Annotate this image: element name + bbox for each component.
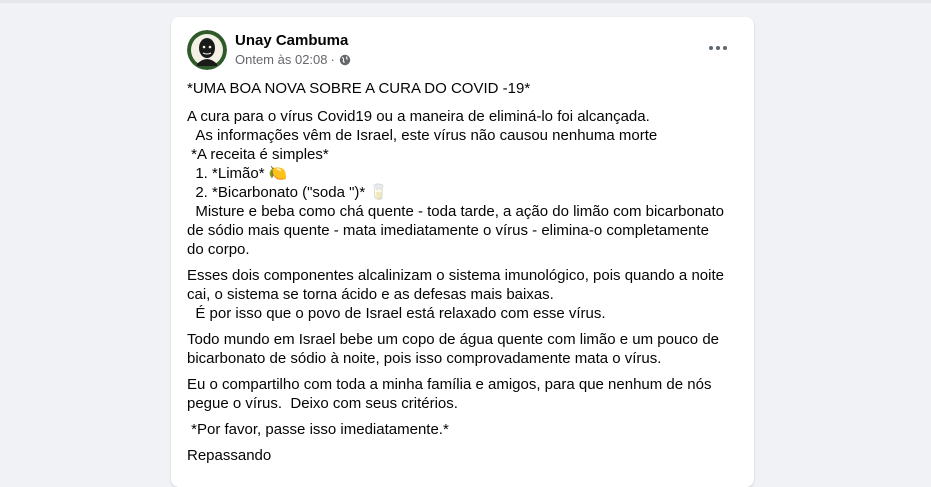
post-paragraph-2: Esses dois componentes alcalinizam o sistema imunológico, pois quando a noite cai, o sistema se torna ácido e as defesas mais baixas. É por isso que o povo de Israel está relaxado com esse vírus. bbox=[187, 267, 724, 322]
top-divider bbox=[0, 0, 931, 3]
post-timestamp[interactable]: Ontem às 02:08 bbox=[235, 52, 328, 67]
author-name[interactable]: Unay Cambuma bbox=[235, 32, 349, 49]
post-paragraph-5: *Por favor, passe isso imediatamente.* bbox=[187, 421, 449, 438]
avatar[interactable] bbox=[187, 30, 227, 70]
post-title: *UMA BOA NOVA SOBRE A CURA DO COVID -19* bbox=[187, 80, 531, 97]
post-paragraph-1: A cura para o vírus Covid19 ou a maneira de eliminá-lo foi alcançada. As informações vêm de Israel, este vírus não causou nenhuma morte *A receita é simples* 1. *Limão* 🍋 2. *Bicarbonato ("soda ")* 🥛 Misture e beba como chá quente - toda tarde, a ação do limão com bicarbonato de sódio mais quente - mata imediatamente o vírus - elimina-o completamente do corpo. bbox=[187, 108, 724, 258]
globe-icon[interactable] bbox=[339, 54, 351, 66]
post-paragraph-3: Todo mundo em Israel bebe um copo de água quente com limão e um pouco de bicarbonato de sódio à noite, pois isso comprovadamente mata o vírus. bbox=[187, 331, 724, 367]
post-paragraph-6: Repassando bbox=[187, 447, 272, 464]
meta-separator: · bbox=[330, 52, 335, 67]
more-options-button[interactable] bbox=[700, 39, 736, 57]
post-paragraph-4: Eu o compartilho com toda a minha família e amigos, para que nenhum de nós pegue o vírus. Deixo com seus critérios. bbox=[187, 376, 716, 412]
post-card bbox=[171, 17, 754, 487]
post-meta bbox=[235, 52, 351, 67]
more-options-icon bbox=[708, 45, 728, 51]
post-body bbox=[187, 79, 727, 472]
